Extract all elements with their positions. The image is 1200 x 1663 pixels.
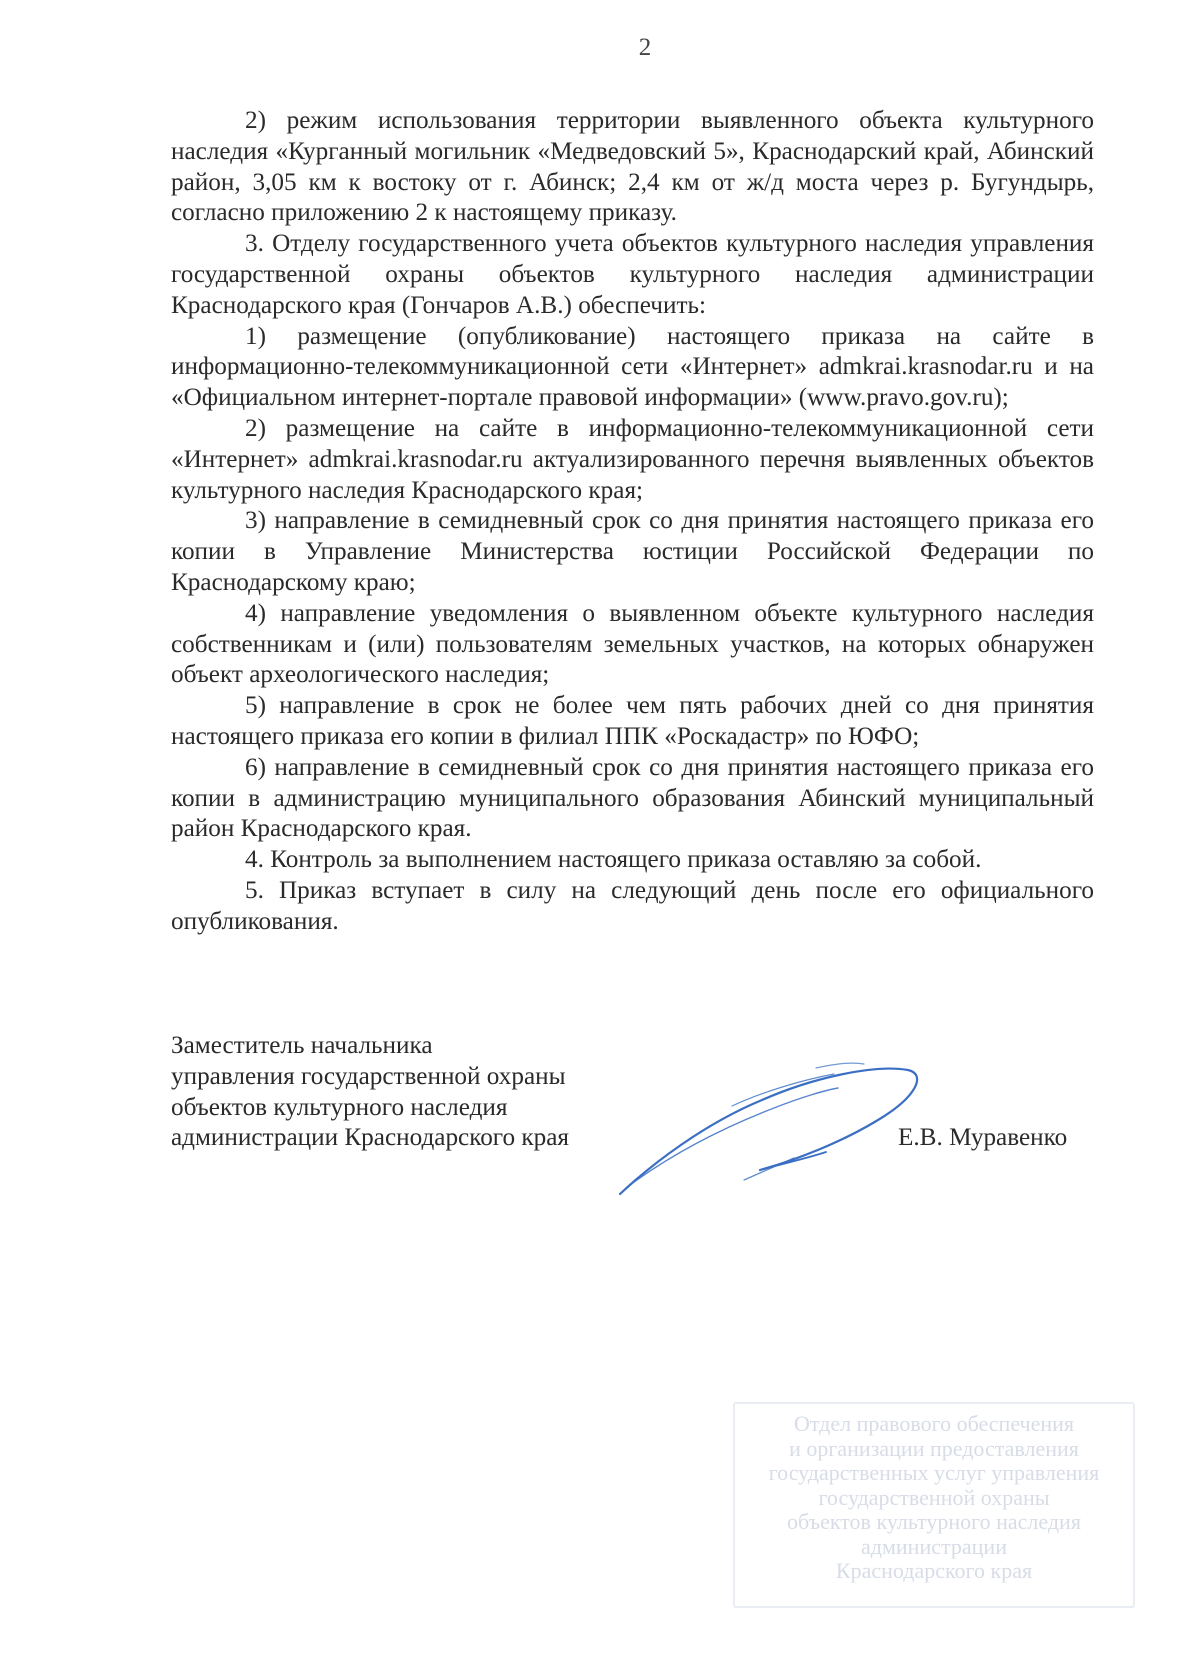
signatory-title-line: управления государственной охраны bbox=[171, 1062, 566, 1090]
paragraph-usage-regime: 2) режим использования территории выявленного объекта культурного наследия «Курганный могильник «Медведовский 5», Краснодарский край, Абинский район, 3,05 км к востоку от г. Абинск; 2,4 км от ж/д моста через р. Бугундырь, согласно приложению 2 к настоящему приказу. bbox=[171, 107, 1094, 227]
paragraph-item-3: 3. Отделу государственного учета объектов культурного наследия управления государственной охраны объектов культурного наследия администрации Краснодарского края (Гончаров А.В.) обеспечить: bbox=[171, 230, 1094, 319]
signatory-title-line: администрации Краснодарского края bbox=[171, 1124, 569, 1152]
document-body bbox=[171, 106, 1094, 938]
signatory-title bbox=[171, 1031, 569, 1154]
paragraph-item-4: 4. Контроль за выполнением настоящего приказа оставляю за собой. bbox=[245, 846, 982, 874]
stamp-line: администрации bbox=[861, 1533, 1007, 1559]
signer-name: Е.В. Муравенко bbox=[898, 1124, 1068, 1151]
stamp-line: государственных услуг управления bbox=[768, 1460, 1100, 1485]
handwritten-signature bbox=[612, 1052, 932, 1202]
stamp-line: государственной охраны bbox=[818, 1484, 1050, 1510]
paragraph-subitem-5: 5) направление в срок не более чем пять рабочих дней со дня принятия настоящего приказа его копии в филиал ППК «Роскадастр» по ЮФО; bbox=[171, 692, 1094, 750]
signatory-title-line: Заместитель начальника bbox=[171, 1032, 433, 1059]
page-number: 2 bbox=[638, 34, 652, 61]
paragraph-subitem-6: 6) направление в семидневный срок со дня принятия настоящего приказа его копии в администрацию муниципального образования Абинский муниципальный район Краснодарского края. bbox=[171, 753, 1094, 843]
paragraph-subitem-2: 2) размещение на сайте в информационно-телекоммуникационной сети «Интернет» admkrai.krasnodar.ru актуализированного перечня выявленных объектов культурного наследия Краснодарского края; bbox=[171, 414, 1094, 504]
paragraph-subitem-4: 4) направление уведомления о выявленном объекте культурного наследия собственникам и (или) пользователям земельных участков, на которых обнаружен объект археологического наследия; bbox=[171, 599, 1094, 689]
stamp-line: Краснодарского края bbox=[835, 1558, 1033, 1583]
department-stamp bbox=[733, 1402, 1135, 1608]
paragraph-subitem-1: 1) размещение (опубликование) настоящего приказа на сайте в информационно-телекоммуникационной сети «Интернет» admkrai.krasnodar.ru и на «Официальном интернет-портале правовой информации» (www.pravo.gov.ru); bbox=[171, 322, 1094, 412]
paragraph-item-5: 5. Приказ вступает в силу на следующий день после его официального опубликования. bbox=[171, 876, 1094, 935]
signatory-title-line: объектов культурного наследия bbox=[171, 1093, 508, 1121]
paragraph-subitem-3: 3) направление в семидневный срок со дня принятия настоящего приказа его копии в Управление Министерства юстиции Российской Федерации по Краснодарскому краю; bbox=[171, 507, 1094, 596]
stamp-line: и организации предоставления bbox=[789, 1435, 1079, 1461]
stamp-line: Отдел правового обеспечения bbox=[793, 1411, 1075, 1436]
stamp-line: объектов культурного наследия bbox=[787, 1509, 1081, 1534]
